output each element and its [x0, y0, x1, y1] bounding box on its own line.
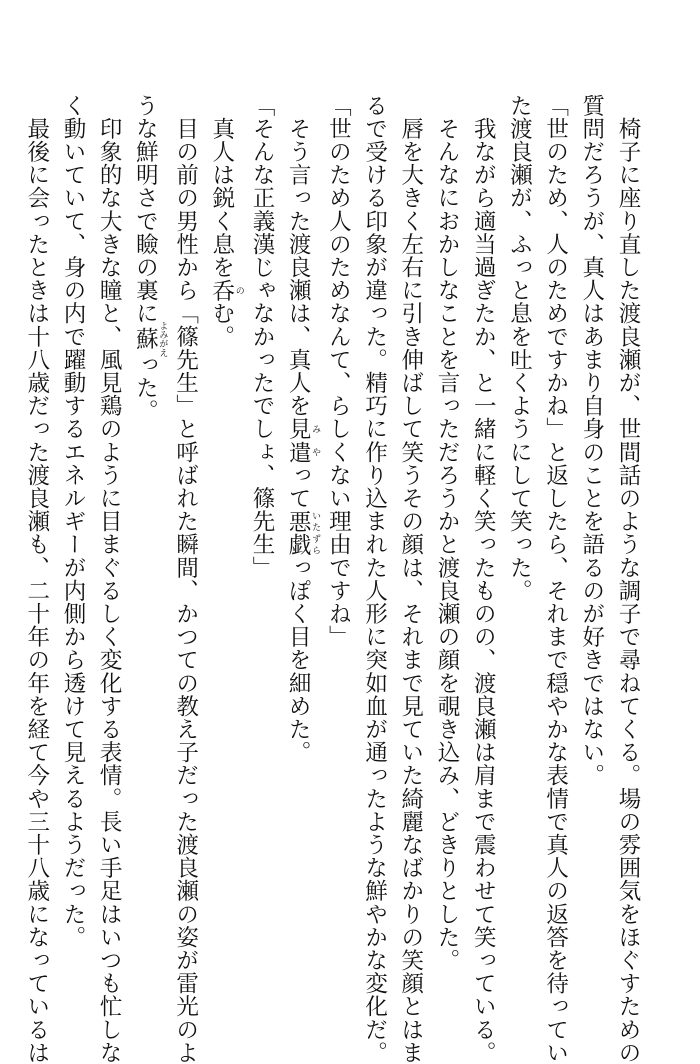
text-line: 「世のため、人のためですかね」と返したら、それまで穏やかな表情で真人の返答を待ってい — [542, 94, 569, 1064]
text-line: 椅子に座り直した渡良瀬が、世間話のような調子で尋ねてくる。場の雰囲気をほぐすための — [615, 117, 641, 1064]
text-line: く動いていて、身の内で躍動するエネルギーが内側から透けて見えるようだった。 — [59, 94, 86, 949]
vertical-text-block — [19, 94, 646, 1064]
text-line: そんなにおかしなことを言っただろうかと渡良瀬の顔を覗き込み、どきりとした。 — [433, 117, 460, 972]
text-line: 最後に会ったときは十八歳だった渡良瀬も、二十年の年を経て今や三十八歳になっているは — [23, 117, 50, 1064]
text-line: 目の前の男性から「篠先生」と呼ばれた瞬間、かつての教え子だった渡良瀬の姿が雷光のよ — [172, 117, 199, 1064]
text-line: た渡良瀬が、ふっと息を吐くようにして笑った。 — [506, 94, 533, 603]
text-line: 我ながら適当過ぎたか、と一緒に軽く笑ったものの、渡良瀬は肩まで震わせて笑っている。 — [470, 117, 497, 1064]
text-line: 唇を大きく左右に引き伸ばして笑うその顔は、それまで見ていた綺麗なばかりの笑顔とはま — [397, 117, 424, 1064]
text-line: 「そんな正義漢じゃなかったでしょ、篠先生」 — [248, 94, 275, 580]
text-line: るで受ける印象が違った。精巧に作り込まれた人形に突如血が通ったような鮮やかな変化だ。 — [361, 94, 388, 1064]
text-line-with-ruby: うな鮮明さで瞼の裏に蘇 よみがえった。 — [132, 94, 168, 423]
text-line: 質問だろうが、真人はあまり自身のことを語るのが好きではない。 — [578, 94, 605, 787]
text-line-with-ruby: そう言った渡良瀬は、真人を見 み遣 やって悪戯 いたずらっぽく目を細めた。 — [285, 117, 321, 764]
text-line: 「世のため人のためなんて、らしくない理由ですね」 — [325, 94, 352, 649]
text-line-with-ruby: 真人は鋭く息を呑 のむ。 — [208, 117, 244, 349]
text-line: 印象的な大きな瞳と、風見鶏のように目まぐるしく変化する表情。長い手足はいつも忙しな — [96, 117, 123, 1064]
